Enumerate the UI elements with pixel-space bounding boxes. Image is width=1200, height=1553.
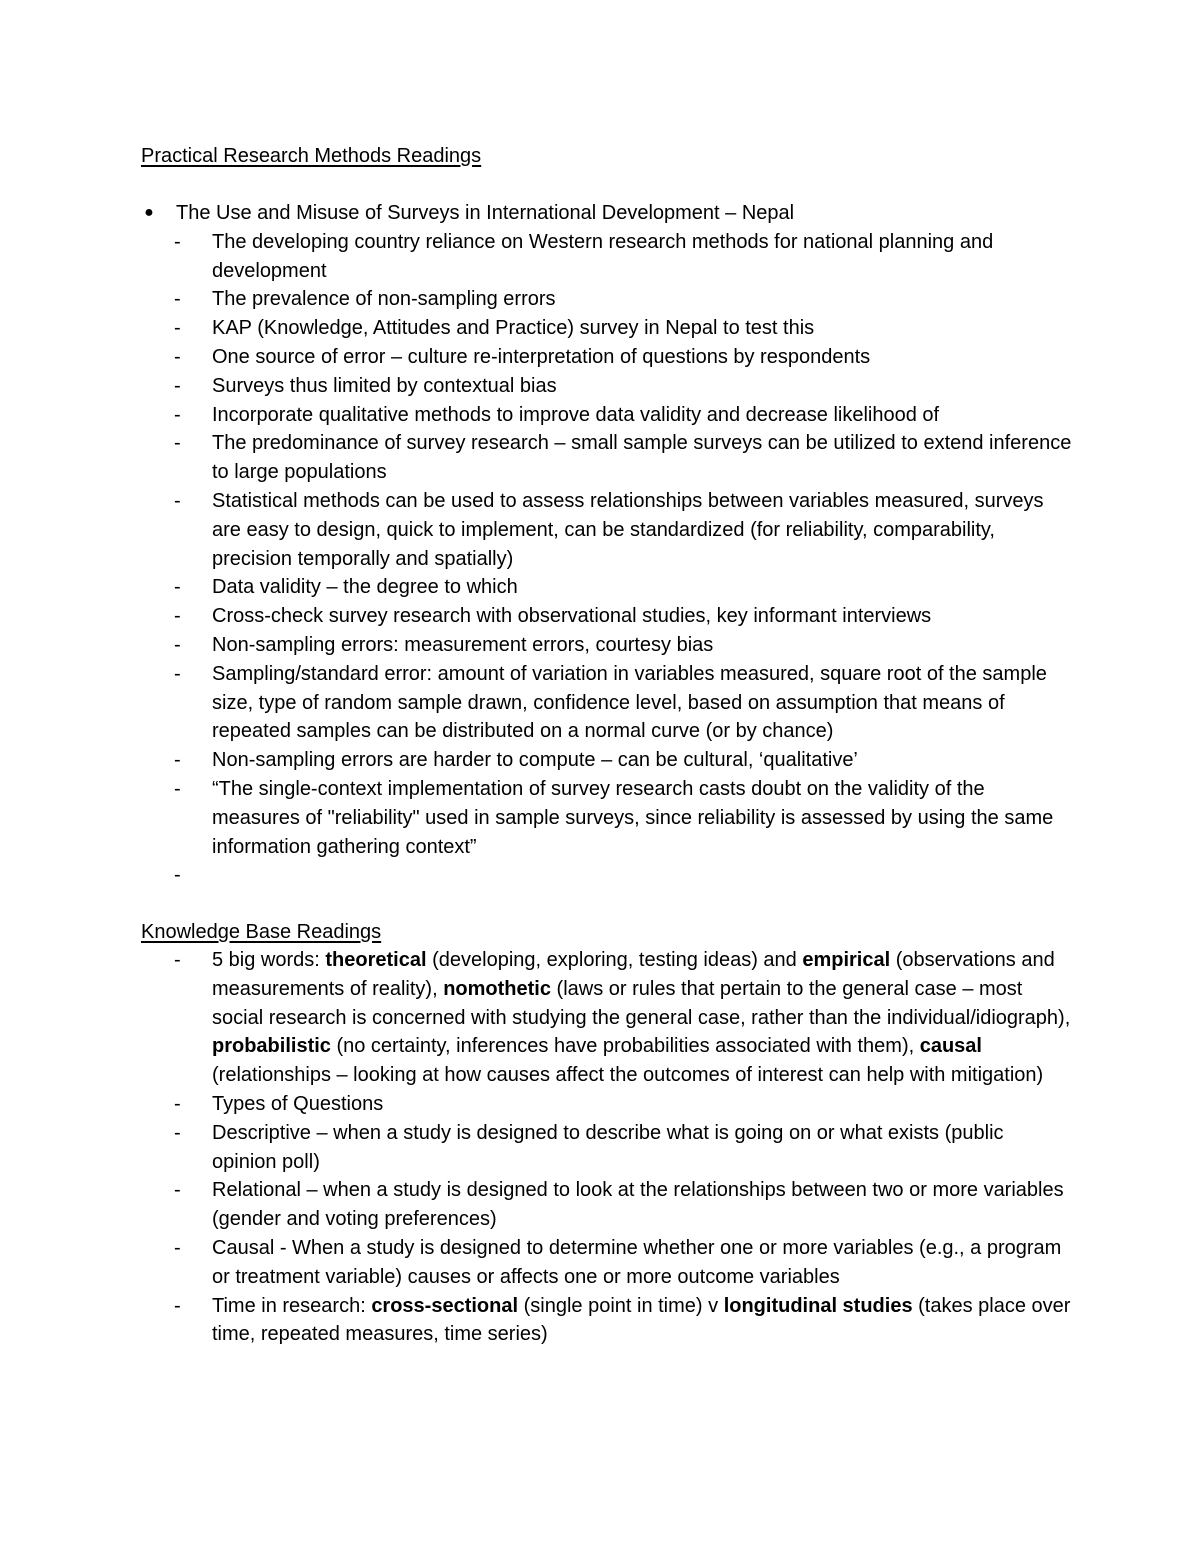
list-item-text: Incorporate qualitative methods to improve data validity and decrease likelihood of bbox=[212, 403, 940, 426]
section-heading-knowledge-base: Knowledge Base Readings bbox=[141, 921, 382, 943]
list-item-big-words bbox=[0, 946, 1072, 1090]
dash-icon: - bbox=[174, 288, 181, 311]
term-longitudinal: longitudinal studies bbox=[723, 1294, 913, 1317]
list-item bbox=[0, 372, 1076, 401]
list-item bbox=[0, 775, 1076, 861]
dash-icon: - bbox=[174, 317, 181, 340]
list-item-text bbox=[212, 861, 1072, 890]
definition-empirical: (observations and measurements of reality), bbox=[212, 949, 1055, 1000]
dash-icon: - bbox=[174, 1294, 181, 1317]
time-intro: Time in research: bbox=[212, 1294, 372, 1317]
term-causal: causal bbox=[919, 1035, 982, 1058]
list-item-descriptive bbox=[0, 1119, 1072, 1177]
list-item bbox=[0, 487, 1076, 573]
list-item-time bbox=[0, 1292, 1072, 1350]
list-item bbox=[0, 314, 1076, 343]
definition-longitudinal: (takes place over time, repeated measures, time series) bbox=[212, 1294, 1071, 1346]
list-item-text: Descriptive – when a study is designed to describe what is going on or what exists (public opinion poll) bbox=[212, 1121, 1004, 1173]
list-item-text: Types of Questions bbox=[212, 1092, 384, 1115]
list-item-types-of-questions bbox=[0, 1090, 1072, 1119]
list-item-text: Sampling/standard error: amount of variation in variables measured, square root of the sample size, type of random sample drawn, confidence level, based on assumption that means of repeated samples can be distributed on a normal curve (or by chance) bbox=[212, 662, 1047, 743]
list-item-text: The developing country reliance on Western research methods for national planning and development bbox=[212, 230, 994, 282]
list-item-text: Relational – when a study is designed to look at the relationships between two or more variables (gender and voting preferences) bbox=[212, 1179, 1064, 1231]
dash-icon: - bbox=[174, 230, 181, 253]
dash-icon: - bbox=[174, 749, 181, 772]
definition-causal: (relationships – looking at how causes affect the outcomes of interest can help with mitigation) bbox=[212, 1064, 1044, 1087]
dash-icon: - bbox=[174, 864, 181, 887]
dash-icon: - bbox=[174, 1121, 181, 1144]
dash-icon: - bbox=[174, 633, 181, 656]
term-probabilistic: probabilistic bbox=[212, 1035, 331, 1058]
list-item bbox=[0, 343, 1076, 372]
list-item-text: Cross-check survey research with observational studies, key informant interviews bbox=[212, 605, 932, 628]
list-item bbox=[0, 602, 1076, 631]
dash-icon: - bbox=[174, 576, 181, 599]
dash-icon: - bbox=[174, 403, 181, 426]
list-item-text: The Use and Misuse of Surveys in International Development – Nepal bbox=[176, 202, 795, 224]
list-item-text: The prevalence of non-sampling errors bbox=[212, 288, 556, 311]
dash-icon: - bbox=[174, 1179, 181, 1202]
list-item-causal bbox=[0, 1234, 1072, 1292]
list-item-empty bbox=[0, 861, 1076, 890]
list-item-text: The predominance of survey research – small sample surveys can be utilized to extend inference to large populations bbox=[212, 432, 1072, 484]
list-item bbox=[0, 429, 1076, 487]
dash-icon: - bbox=[174, 1092, 181, 1115]
definition-theoretical: (developing, exploring, testing ideas) and bbox=[426, 949, 803, 971]
term-cross-sectional: cross-sectional bbox=[371, 1294, 519, 1317]
definition-cross-sectional: (single point in time) v bbox=[518, 1294, 724, 1317]
dash-icon: - bbox=[174, 662, 181, 685]
dash-icon: - bbox=[174, 777, 181, 800]
list-item-text: Non-sampling errors: measurement errors, courtesy bias bbox=[212, 633, 714, 656]
list-item bbox=[0, 401, 1076, 430]
list-item-text: Non-sampling errors are harder to compute – can be cultural, ‘qualitative’ bbox=[212, 749, 858, 772]
list-item-text: Causal - When a study is designed to determine whether one or more variables (e.g., a program or treatment variable) causes or affects one or more outcome variables bbox=[212, 1236, 1062, 1288]
term-nomothetic: nomothetic bbox=[443, 977, 551, 1000]
definition-nomothetic: (laws or rules that pertain to the general case – most social research is concerned with studying the general case, rather than the individual/idiograph), bbox=[212, 977, 1071, 1029]
list-item-main bbox=[0, 199, 1076, 228]
list-item-text: KAP (Knowledge, Attitudes and Practice) survey in Nepal to test this bbox=[212, 317, 815, 340]
bullet-icon: ● bbox=[144, 204, 154, 221]
term-theoretical: theoretical bbox=[325, 949, 427, 971]
list-item-text: One source of error – culture re-interpretation of questions by respondents bbox=[212, 345, 871, 368]
dash-icon: - bbox=[174, 605, 181, 628]
list-item-text bbox=[212, 946, 1072, 1090]
knowledge-base-list bbox=[0, 946, 1072, 1349]
section-heading-practical-research: Practical Research Methods Readings bbox=[141, 145, 482, 167]
list-item-relational bbox=[0, 1176, 1072, 1234]
dash-icon: - bbox=[174, 949, 181, 971]
list-item bbox=[0, 660, 1076, 746]
list-item-text: “The single-context implementation of survey research casts doubt on the validity of the measures of "reliability" used in sample surveys, since reliability is assessed by using the same information gathering context” bbox=[212, 777, 1054, 858]
practical-research-list bbox=[0, 199, 1076, 890]
list-item-text: Data validity – the degree to which bbox=[212, 576, 518, 599]
dash-icon: - bbox=[174, 345, 181, 368]
definition-probabilistic: (no certainty, inferences have probabilities associated with them), bbox=[330, 1035, 920, 1058]
dash-icon: - bbox=[174, 1236, 181, 1259]
list-item bbox=[0, 285, 1076, 314]
list-item bbox=[0, 631, 1076, 660]
list-item-text bbox=[212, 1292, 1072, 1350]
big-words-intro: 5 big words: bbox=[212, 949, 326, 971]
list-item bbox=[0, 573, 1076, 602]
list-item bbox=[0, 746, 1076, 775]
list-item bbox=[0, 228, 1076, 286]
dash-icon: - bbox=[174, 489, 181, 512]
list-item-text: Statistical methods can be used to assess relationships between variables measured, surveys are easy to design, quick to implement, can be standardized (for reliability, comparability, precision temporally and spatially) bbox=[212, 489, 1044, 570]
list-item-text: Surveys thus limited by contextual bias bbox=[212, 374, 557, 397]
dash-icon: - bbox=[174, 374, 181, 397]
dash-icon: - bbox=[174, 432, 181, 455]
term-empirical: empirical bbox=[802, 949, 891, 971]
